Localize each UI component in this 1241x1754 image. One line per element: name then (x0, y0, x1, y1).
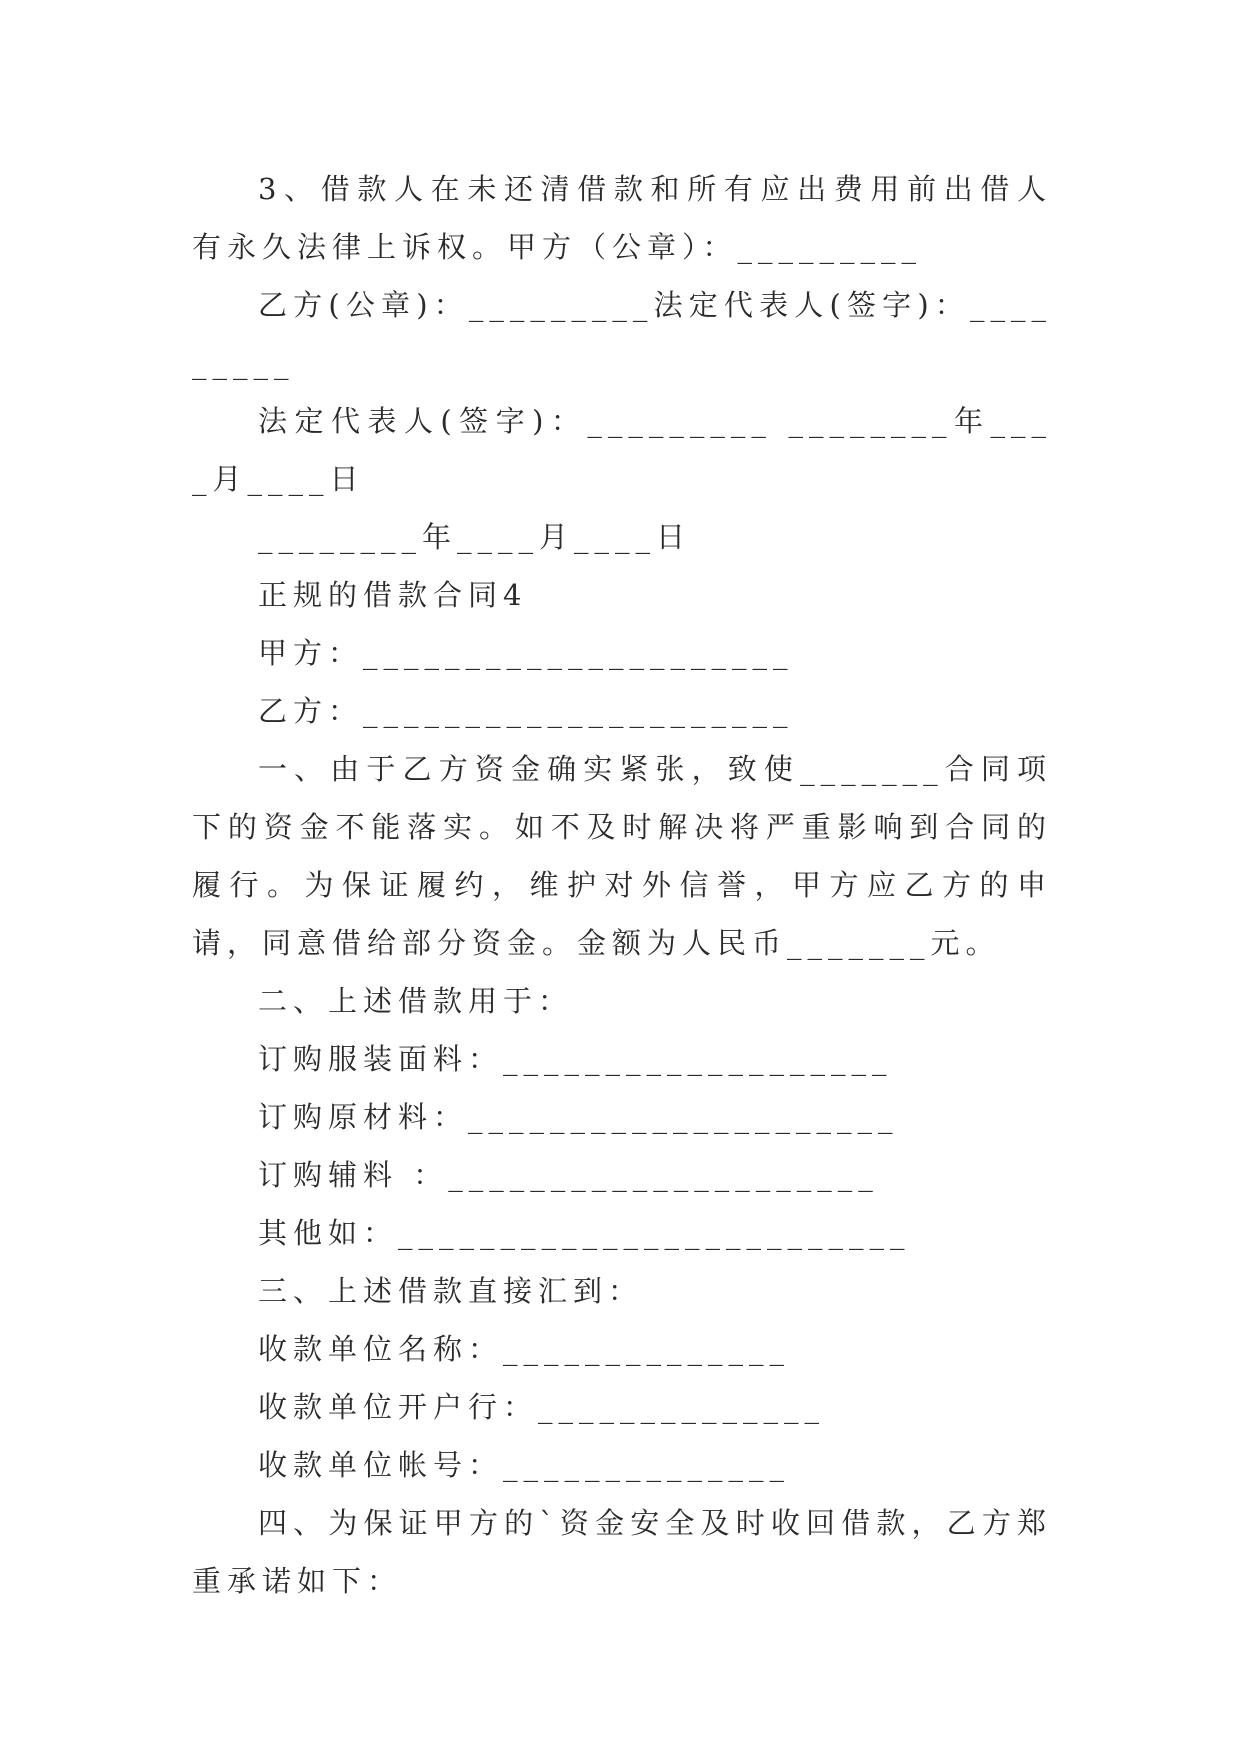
article-2-heading: 二、上述借款用于： (258, 984, 574, 1018)
payee-name-line: 收款单位名称：______________ (258, 1332, 791, 1366)
party-b-line: 乙方：_____________________ (258, 694, 794, 728)
article-4-paragraph: 四、为保证甲方的`资金安全及时收回借款，乙方郑重承诺如下： (192, 1506, 1052, 1598)
payee-bank-line: 收款单位开户行：______________ (258, 1390, 826, 1424)
article-1-paragraph: 一、由于乙方资金确实紧张，致使_______合同项下的资金不能落实。如不及时解决将严重影响到合同的履行。为保证履约，维护对外信誉，甲方应乙方的申请，同意借给部分资金。金额为人民币_______元。 (192, 752, 1052, 960)
party-a-line: 甲方：_____________________ (258, 636, 794, 670)
payee-account-line: 收款单位帐号：______________ (258, 1448, 791, 1482)
purpose-other-line: 其他如：_________________________ (258, 1216, 911, 1250)
party-b-seal-line: 乙方(公章)：_________法定代表人(签字)：_________ (192, 288, 1052, 380)
purpose-fabric-line: 订购服装面料：___________________ (258, 1042, 893, 1076)
purpose-accessories-line: 订购辅料 ：_____________________ (258, 1158, 879, 1192)
article-3-heading: 三、上述借款直接汇到： (258, 1274, 644, 1308)
clause-3-paragraph: 3、借款人在未还清借款和所有应出费用前出借人有永久法律上诉权。甲方（公章）：_________ (192, 172, 1052, 264)
date-line: ________年____月____日 (258, 520, 692, 554)
legal-rep-signature-line: 法定代表人(签字)：_________ ________年____月____日 (192, 404, 1052, 496)
document-body (192, 160, 1052, 1610)
purpose-raw-materials-line: 订购原材料：_____________________ (258, 1100, 899, 1134)
section-title: 正规的借款合同4 (258, 578, 528, 612)
